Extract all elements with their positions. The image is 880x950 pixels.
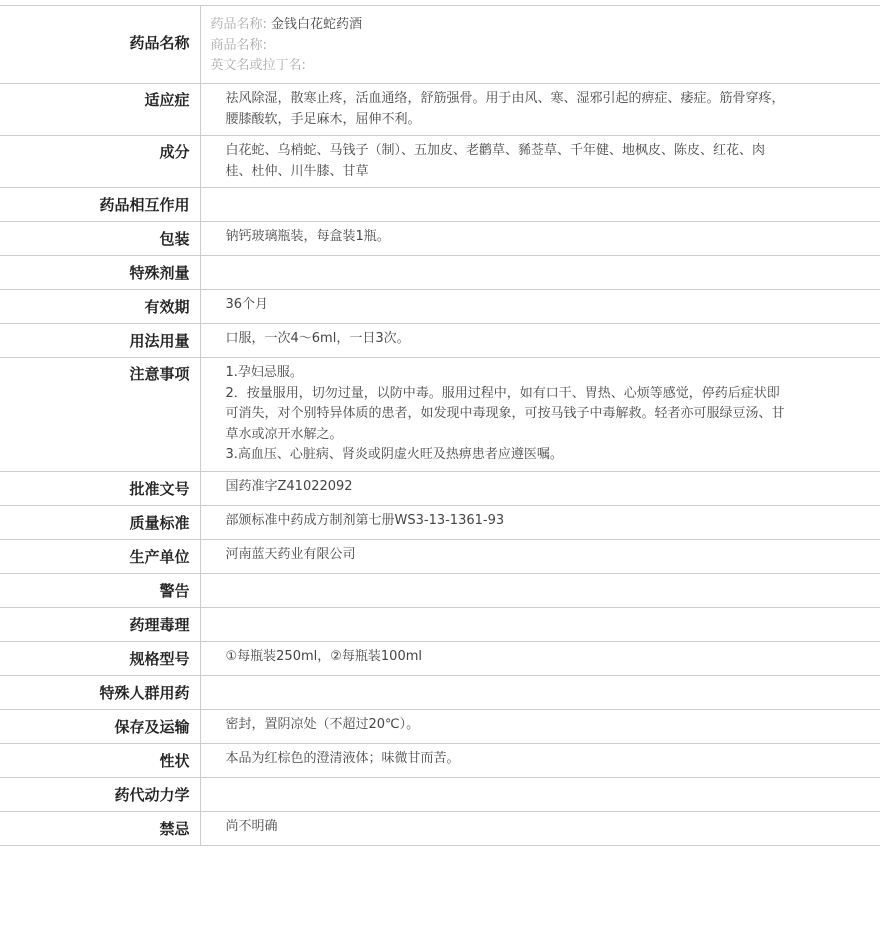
value-appearance: 本品为红棕色的澄清液体；味微甘而苦。 [225,751,460,766]
label-precautions: 注意事项 [0,358,200,472]
value-manufacturer: 河南蓝天药业有限公司 [225,547,356,562]
label-contraindications: 禁忌 [0,812,200,846]
value-packaging: 钠钙玻璃瓶装，每盒装1瓶。 [225,229,390,244]
generic-name-value: 金钱白花蛇药酒 [271,17,363,32]
row-specification [0,642,880,676]
value-drug-name [200,6,880,84]
value-storage: 密封，置阴凉处（不超过20℃）。 [225,717,420,732]
value-ingredients: 白花蛇、乌梢蛇、马钱子（制）、五加皮、老鹳草、豨莶草、千年健、地枫皮、陈皮、红花、肉桂、杜仲、川牛膝、甘草 [225,143,766,179]
value-precautions [200,358,880,472]
trade-name-key: 商品名称: [210,37,267,53]
label-specification: 规格型号 [0,642,200,676]
label-drug-name: 药品名称 [0,6,200,84]
row-pharmacology [0,608,880,642]
row-pharmacokinetics [0,778,880,812]
row-standard [0,506,880,540]
row-shelf-life [0,290,880,324]
label-approval: 批准文号 [0,472,200,506]
value-usage: 口服，一次4～6ml，一日3次。 [225,331,410,346]
label-usage: 用法用量 [0,324,200,358]
value-contraindications: 尚不明确 [225,819,278,834]
label-indications: 适应症 [0,84,200,136]
row-storage [0,710,880,744]
trade-name-line [211,36,871,57]
label-special-dosage: 特殊剂量 [0,256,200,290]
value-indications: 祛风除湿，散寒止疼，活血通络，舒筋强骨。用于由风、寒、湿邪引起的痹症、痿症。筋骨穿疼，腰膝酸软，手足麻木，屈伸不利。 [225,91,785,127]
row-precautions [0,358,880,472]
generic-name-line [211,15,871,36]
precaution-line-3: 3.高血压、心脏病、肾炎或阴虚火旺及热痹患者应遵医嘱。 [225,447,563,462]
label-warning: 警告 [0,574,200,608]
label-pharmacokinetics: 药代动力学 [0,778,200,812]
row-manufacturer [0,540,880,574]
label-appearance: 性状 [0,744,200,778]
label-manufacturer: 生产单位 [0,540,200,574]
label-interactions: 药品相互作用 [0,188,200,222]
value-approval: 国药准字Z41022092 [225,479,353,494]
value-interactions [200,188,880,222]
drug-spec-table [0,5,880,846]
english-name-key: 英文名或拉丁名: [210,58,306,73]
label-pharmacology: 药理毒理 [0,608,200,642]
value-warning [200,574,880,608]
value-pharmacology [200,608,880,642]
row-special-dosage [0,256,880,290]
english-name-line [211,56,871,77]
row-special-groups [0,676,880,710]
value-shelf-life: 36个月 [225,297,269,312]
row-drug-name [0,6,880,84]
row-approval [0,472,880,506]
row-interactions [0,188,880,222]
generic-name-key: 药品名称: [210,17,267,32]
label-storage: 保存及运输 [0,710,200,744]
row-warning [0,574,880,608]
label-ingredients: 成分 [0,136,200,188]
label-special-groups: 特殊人群用药 [0,676,200,710]
label-shelf-life: 有效期 [0,290,200,324]
row-packaging [0,222,880,256]
row-contraindications [0,812,880,846]
value-special-dosage [200,256,880,290]
value-specification: ①每瓶装250ml，②每瓶装100ml [225,649,422,664]
row-indications [0,84,880,136]
value-special-groups [200,676,880,710]
label-standard: 质量标准 [0,506,200,540]
precaution-line-1: 1.孕妇忌服。 [225,365,303,380]
value-standard: 部颁标准中药成方制剂第七册WS3-13-1361-93 [225,513,505,528]
precaution-line-2: 2．按量服用，切勿过量，以防中毒。服用过程中，如有口干、胃热、心烦等感觉，停药后症状即可消失，对个别特异体质的患者，如发现中毒现象，可按马钱子中毒解救。轻者亦可服绿豆汤、甘草水或凉开水解之。 [225,385,785,442]
row-appearance [0,744,880,778]
row-usage [0,324,880,358]
value-pharmacokinetics [200,778,880,812]
label-packaging: 包装 [0,222,200,256]
row-ingredients [0,136,880,188]
